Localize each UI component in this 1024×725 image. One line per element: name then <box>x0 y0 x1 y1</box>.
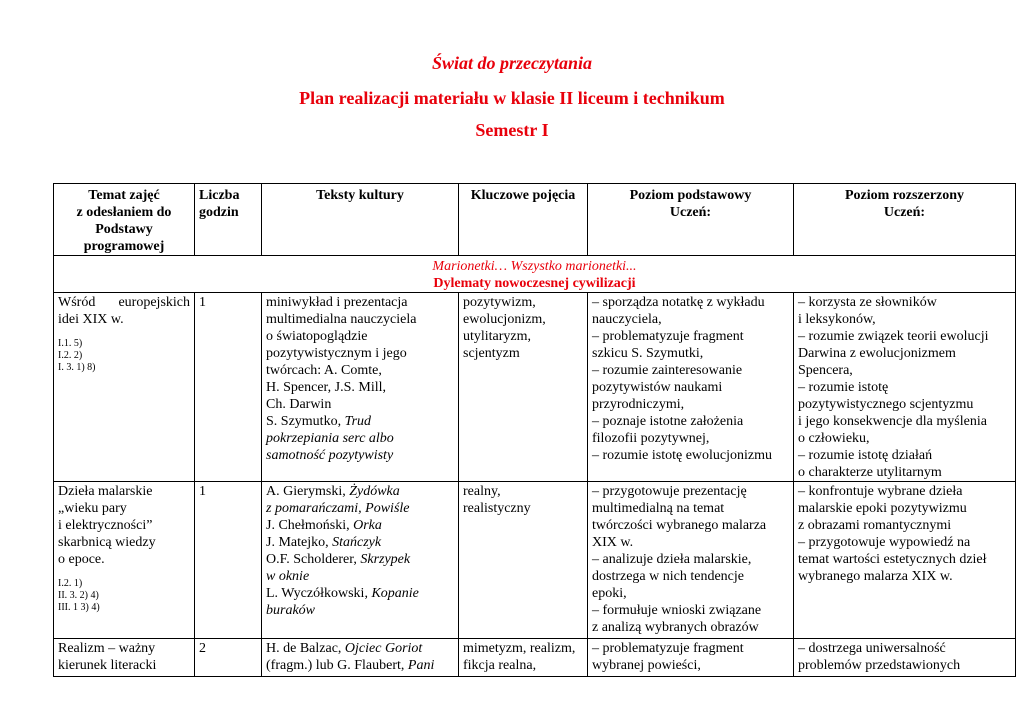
cell-temat: Realizm – ważny kierunek literacki <box>54 639 195 677</box>
table-header-row <box>54 184 1016 256</box>
document-title: Świat do przeczytania <box>431 53 592 73</box>
plan-table <box>53 183 1016 677</box>
cell-godziny: 2 <box>195 639 262 677</box>
cell-teksty: miniwykład i prezentacja multimedialna nauczyciela o światopoglądzie pozytywistycznym i jego twórcach: A. Comte, H. Spencer, J.S. Mill, Ch. Darwin S. Szymutko, Trud pokrzepiania serc albo samotność pozytywisty <box>262 293 459 482</box>
semester-heading: Semestr I <box>475 120 549 140</box>
cell-podstawowy: – przygotowuje prezentację multimedialną na temat twórczości wybranego malarza XIX w. – analizuje dzieła malarskie, dostrzega w nich tendencje epoki, – formułuje wnioski związane z analizą wybranych obrazów <box>588 482 794 639</box>
cell-temat: Wśród europejskich idei XIX w. I.1. 5) I.2. 2) I. 3. 1) 8) <box>54 293 195 482</box>
cell-teksty: A. Gierymski, Żydówka z pomarańczami, Powiśle J. Chełmoński, Orka J. Matejko, Stańczyk O.F. Scholderer, Skrzypek w oknie L. Wyczółkowski, Kopanie buraków <box>262 482 459 639</box>
cell-godziny: 1 <box>195 482 262 639</box>
header-poziom-podstawowy: Poziom podstawowy Uczeń: <box>588 184 794 256</box>
cell-pojecia: realny, realistyczny <box>459 482 588 639</box>
cell-rozszerzony: – korzysta ze słowników i leksykonów, – rozumie związek teorii ewolucji Darwina z ewolucjonizmem Spencera, – rozumie istotę pozytywistycznego scjentyzmu i jego konsekwencje dla myślenia o człowieku, – rozumie istotę działań o charakterze utylitarnym <box>794 293 1016 482</box>
cell-rozszerzony: – konfrontuje wybrane dzieła malarskie epoki pozytywizmu z obrazami romantycznymi – przygotowuje wypowiedź na temat wartości estetycznych dzieł wybranego malarza XIX w. <box>794 482 1016 639</box>
cell-pojecia: pozytywizm, ewolucjonizm, utylitaryzm, scjentyzm <box>459 293 588 482</box>
table-row <box>54 482 1016 639</box>
table-row <box>54 293 1016 482</box>
cell-pojecia: mimetyzm, realizm, fikcja realna, <box>459 639 588 677</box>
cell-podstawowy: – sporządza notatkę z wykładu nauczyciela, – problematyzuje fragment szkicu S. Szymutki, – rozumie zainteresowanie pozytywistów naukami przyrodniczymi, – poznaje istotne założenia filozofii pozytywnej, – rozumie istotę ewolucjonizmu <box>588 293 794 482</box>
section-heading: Marionetki… Wszystko marionetki... Dylematy nowoczesnej cywilizacji <box>54 256 1016 293</box>
header-liczba-godzin: Liczba godzin <box>195 184 262 256</box>
header-poziom-rozszerzony: Poziom rozszerzony Uczeń: <box>794 184 1016 256</box>
header-teksty-kultury: Teksty kultury <box>262 184 459 256</box>
cell-rozszerzony: – dostrzega uniwersalność problemów przedstawionych <box>794 639 1016 677</box>
header-kluczowe-pojecia: Kluczowe pojęcia <box>459 184 588 256</box>
cell-podstawowy: – problematyzuje fragment wybranej powieści, <box>588 639 794 677</box>
cell-godziny: 1 <box>195 293 262 482</box>
cell-teksty: H. de Balzac, Ojciec Goriot (fragm.) lub G. Flaubert, Pani <box>262 639 459 677</box>
header-temat: Temat zajęć z odesłaniem do Podstawy programowej <box>54 184 195 256</box>
cell-temat: Dzieła malarskie „wieku pary i elektryczności” skarbnicą wiedzy o epoce. I.2. 1) II. 3. 2) 4) III. 1 3) 4) <box>54 482 195 639</box>
document-subtitle: Plan realizacji materiału w klasie II liceum i technikum <box>299 88 725 108</box>
section-row <box>54 256 1016 293</box>
table-row <box>54 639 1016 677</box>
